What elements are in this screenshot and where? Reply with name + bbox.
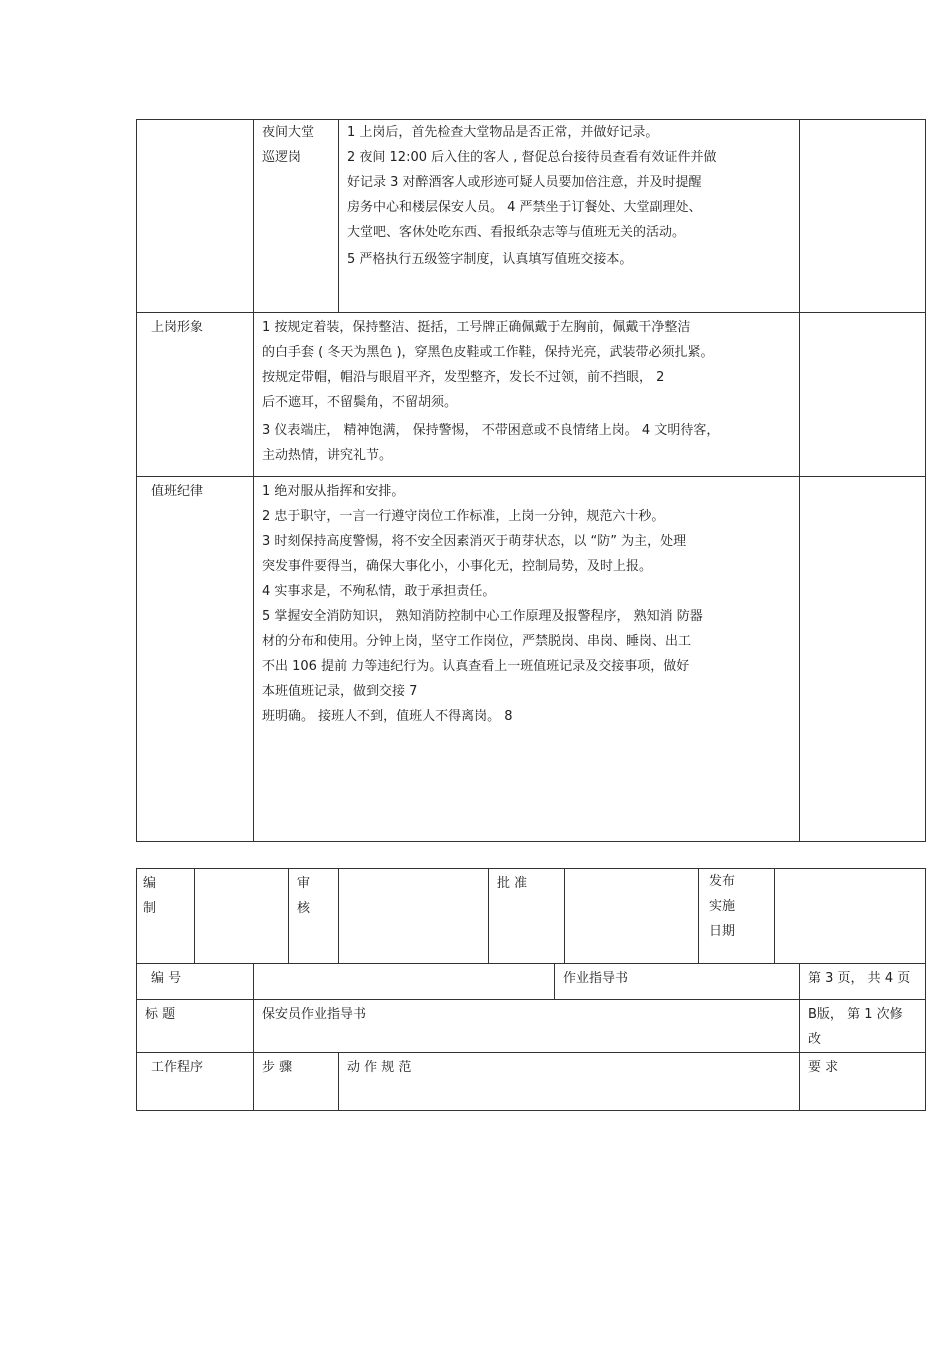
version-cell [800,1000,926,1053]
page-info-cell [800,964,926,1000]
version-text: B版， 第 1 次修 [808,1007,903,1022]
shenhe-label: 核 [297,901,311,916]
title-label-cell [137,1000,254,1053]
work-instruction-table [136,119,926,842]
content-text-line: 突发事件要得当，确保大事化小，小事化无，控制局势，及时上报。 [262,559,653,574]
section-title: 上岗形象 [151,320,204,335]
col-header-require [800,1053,926,1111]
doc-type: 作业指导书 [563,971,629,986]
content-text-line: 5 掌握安全消防知识， 熟知消防控制中心工作原理及报警程序， 熟知消 防器 [262,609,703,624]
title-label: 标 题 [145,1007,176,1022]
step-header: 步 骤 [262,1060,293,1075]
step-text-line: 巡逻岗 [262,150,302,165]
bianzhi-label: 制 [143,901,157,916]
document-number-label: 编 号 [151,971,182,986]
content-text-line: 的白手套 ( 冬天为黑色 )，穿黑色皮鞋或工作鞋，保持光亮，武装带必须扎紧。 [262,345,714,360]
shenhe-label-cell [289,869,339,964]
section-title: 值班纪律 [151,484,204,499]
section-cell [137,313,254,477]
biaohao-label-cell [137,964,254,1000]
section-cell [137,120,254,313]
requirement-header: 要 求 [808,1060,839,1075]
document-number-value-cell [254,964,555,1000]
procedure-header: 工作程序 [151,1060,204,1075]
step-text-line: 夜间大堂 [262,125,315,140]
doc-type-cell [555,964,800,1000]
document-number-row [137,964,926,1000]
approval-row [137,869,926,964]
action-text-line: 2 夜间 12:00 后入住的客人 , 督促总台接待员查看有效证件并做 [347,150,717,165]
action-text-line: 房务中心和楼层保安人员。 4 严禁坐于订餐处、大堂副理处、 [347,200,702,215]
content-text-line: 后不遮耳，不留鬓角，不留胡须。 [262,395,458,410]
table-row-appearance [137,313,926,477]
pizhun-label-cell [489,869,565,964]
fabu-value-block [775,869,925,963]
fabu-label: 发布 [709,874,736,889]
title-row [137,1000,926,1053]
action-text-line: 1 上岗后，首先检查大堂物品是否正常，并做好记录。 [347,125,659,140]
col-header-step [254,1053,339,1111]
content-text-line: 主动热情，讲究礼节。 [262,448,393,463]
pizhun-label: 批 准 [497,876,528,891]
bianzhi-value-cell [195,869,289,964]
fabu-label: 实施 [709,899,736,914]
content-text-line: 本班值班记录，做到交接 7 [262,684,418,699]
fabu-cell [699,869,926,964]
step-cell [254,120,339,313]
content-text-line: 4 实事求是，不殉私情，敢于承担责任。 [262,584,496,599]
fabu-label: 日期 [709,924,736,939]
requirement-cell [800,120,926,313]
table-row-night-lobby-patrol [137,120,926,313]
title-value-cell [254,1000,800,1053]
content-text-line: 按规定带帽，帽沿与眼眉平齐，发型整齐，发长不过领，前不挡眼， 2 [262,370,665,385]
requirement-cell [800,313,926,477]
bianzhi-label: 编 [143,876,157,891]
document-title: 保安员作业指导书 [262,1007,367,1022]
document-control-table [136,868,926,1111]
fabu-label-block [699,869,775,963]
content-cell [254,313,800,477]
content-text-line: 1 按规定着装，保持整洁、挺括，工号牌正确佩戴于左胸前，佩戴干净整洁 [262,320,691,335]
pizhun-value-cell [565,869,699,964]
column-header-row [137,1053,926,1111]
col-header-procedure [137,1053,254,1111]
action-text-line: 5 严格执行五级签字制度，认真填写值班交接本。 [347,252,633,267]
col-header-action [339,1053,800,1111]
action-cell [339,120,800,313]
shenhe-value-cell [339,869,489,964]
bianzhi-label-cell [137,869,195,964]
content-text-line: 3 时刻保持高度警惕，将不安全因素消灭于萌芽状态，以 “防” 为主，处理 [262,534,687,549]
requirement-cell [800,477,926,842]
content-text-line: 1 绝对服从指挥和安排。 [262,484,405,499]
content-text-line: 材的分布和使用。分钟上岗，坚守工作岗位，严禁脱岗、串岗、睡岗、出工 [262,634,692,649]
version-text: 改 [808,1032,822,1047]
content-text-line: 3 仪表端庄， 精神饱满， 保持警惕， 不带困意或不良情绪上岗。 4 文明待客， [262,423,720,438]
action-text-line: 好记录 3 对醉酒客人或形迹可疑人员要加倍注意，并及时提醒 [347,175,702,190]
content-text-line: 不出 106 提前 力等违纪行为。认真查看上一班值班记录及交接事项，做好 [262,659,690,674]
action-text-line: 大堂吧、客休处吃东西、看报纸杂志等与值班无关的活动。 [347,225,686,240]
shenhe-label: 审 [297,876,311,891]
section-cell [137,477,254,842]
table-row-duty-discipline [137,477,926,842]
content-cell [254,477,800,842]
content-text-line: 班明确。 接班人不到，值班人不得离岗。 8 [262,709,513,724]
action-header: 动 作 规 范 [347,1060,412,1075]
page-info: 第 3 页， 共 4 页 [808,971,911,986]
content-text-line: 2 忠于职守，一言一行遵守岗位工作标准，上岗一分钟，规范六十秒。 [262,509,665,524]
